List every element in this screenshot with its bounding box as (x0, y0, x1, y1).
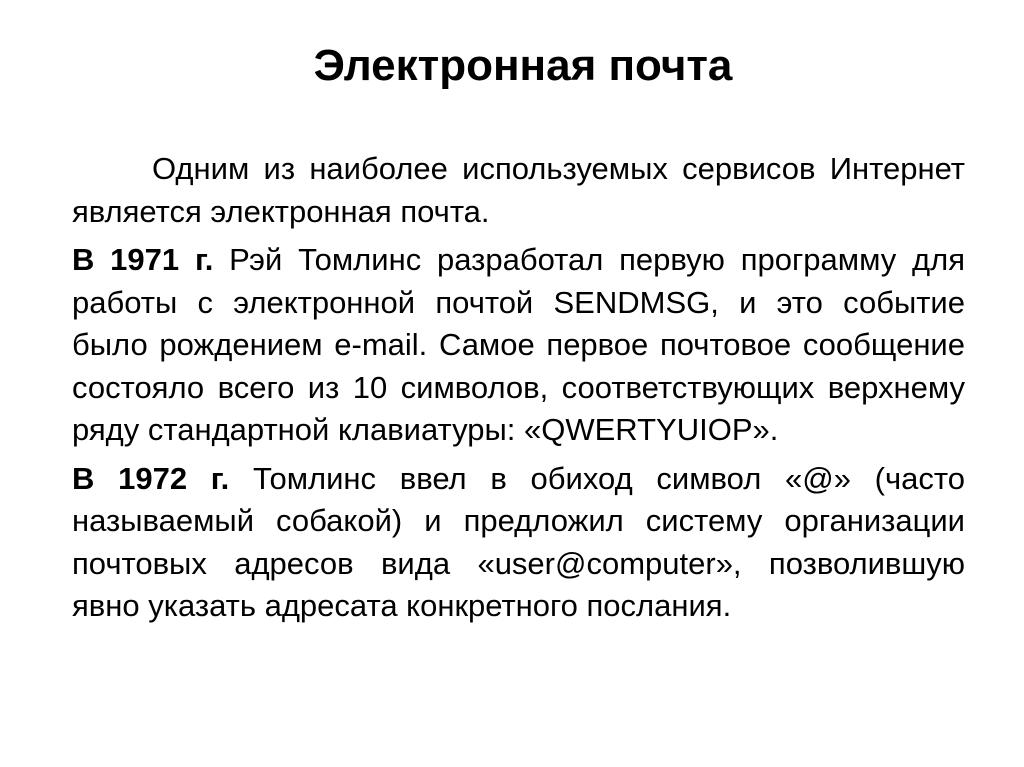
paragraph-1971-text: Рэй Томлинс разработал первую программу для работы с электронной почтой SENDMSG, и это событие было рождением e-mail. Самое первое почтовое сообщение состояло всего из 10 символов, соответствующих верхнему ряду стандартной клавиатуры: «QWERTYUIOP». (72, 242, 965, 447)
paragraph-1971 (72, 239, 965, 452)
paragraph-intro-text: Одним из наиболее используемых сервисов Интернет является электронная почта. (72, 151, 965, 229)
paragraph-1971-lead: В 1971 г. (72, 242, 214, 277)
paragraph-1972-lead: В 1972 г. (72, 460, 230, 496)
paragraph-1972-text: Томлинс ввел в обиход символ «@» (часто называемый собакой) и предложил систему организации почтовых адресов вида «user@computer», позволившую явно указать адресата конкретного послания. (72, 460, 965, 623)
slide-body (72, 148, 965, 634)
slide-title: Электронная почта (313, 41, 733, 90)
paragraph-1972 (72, 458, 965, 628)
paragraph-intro (72, 148, 965, 233)
